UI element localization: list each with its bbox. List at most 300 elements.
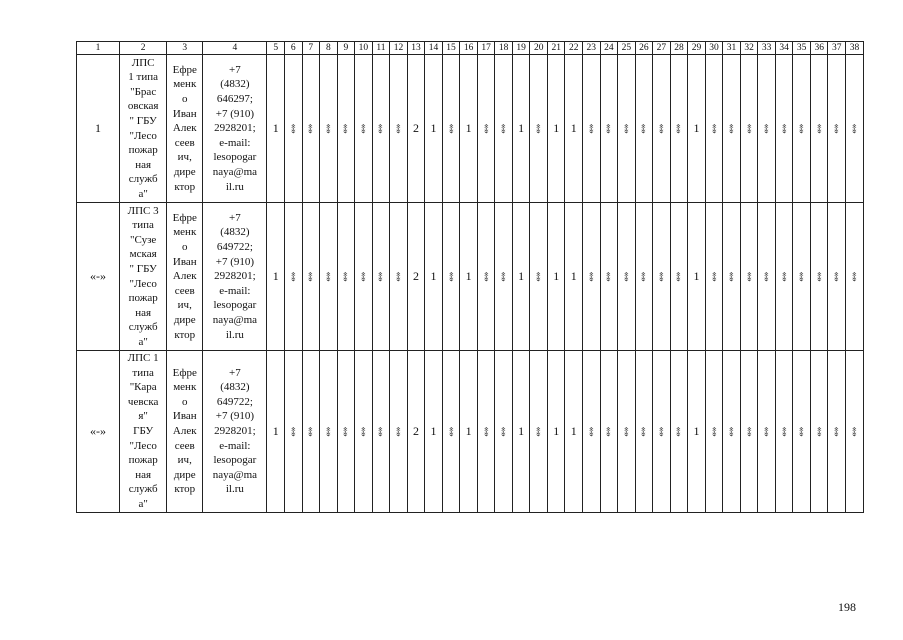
value-cell: 1 xyxy=(425,203,443,351)
dash-cell xyxy=(284,351,302,513)
header-cell: 22 xyxy=(565,42,583,55)
contact-cell-line: il.ru xyxy=(225,180,244,193)
page-number: 198 xyxy=(838,600,856,614)
dash-mark: «-» xyxy=(639,426,650,436)
dash-cell xyxy=(372,351,390,513)
value-cell: 1 xyxy=(688,351,706,513)
dash-cell xyxy=(845,351,863,513)
dash-mark: «-» xyxy=(323,124,334,133)
dash-cell xyxy=(618,351,636,513)
header-cell: 38 xyxy=(845,42,863,55)
header-cell: 11 xyxy=(372,42,390,55)
dash-mark: «-» xyxy=(481,272,492,281)
dash-mark: «-» xyxy=(621,426,632,436)
unit-name-cell-line: ЛПС 3 xyxy=(127,204,159,217)
dash-cell xyxy=(477,55,495,203)
header-cell: 6 xyxy=(284,42,302,55)
dash-cell xyxy=(828,203,846,351)
dash-cell xyxy=(828,351,846,513)
head-person-cell-line: Алек xyxy=(172,122,197,135)
header-cell: 20 xyxy=(530,42,548,55)
unit-name-cell-line: ГБУ xyxy=(133,424,154,437)
contact-cell-line: lesopogar xyxy=(213,151,257,164)
dash-mark: «-» xyxy=(656,426,667,436)
dash-mark: «-» xyxy=(709,124,720,133)
contact-cell-line: lesopogar xyxy=(213,454,257,467)
unit-name-cell-line: а" xyxy=(138,187,148,200)
header-cell: 21 xyxy=(547,42,565,55)
contact-cell-line: il.ru xyxy=(225,483,244,496)
dash-cell xyxy=(495,55,513,203)
dash-mark: «-» xyxy=(779,272,790,281)
head-person-cell-line: Иван xyxy=(172,107,197,120)
value-cell: 1 xyxy=(512,351,530,513)
dash-mark: «-» xyxy=(533,272,544,281)
dash-mark: «-» xyxy=(639,272,650,281)
contact-cell-line: (4832) xyxy=(220,78,250,91)
dash-mark: «-» xyxy=(674,272,685,281)
dash-mark: «-» xyxy=(832,272,843,281)
contact-cell-line: naya@ma xyxy=(212,313,258,326)
header-cell: 23 xyxy=(583,42,601,55)
dash-mark: «-» xyxy=(709,272,720,281)
dash-mark: «-» xyxy=(446,124,457,133)
header-cell: 12 xyxy=(390,42,408,55)
header-cell: 18 xyxy=(495,42,513,55)
dash-mark: «-» xyxy=(744,124,755,133)
dash-mark: «-» xyxy=(849,426,860,436)
unit-name-cell-line: а" xyxy=(138,497,148,510)
dash-mark: «-» xyxy=(341,426,352,436)
dash-mark: «-» xyxy=(709,426,720,436)
dash-cell xyxy=(600,55,618,203)
dash-mark: «-» xyxy=(341,272,352,281)
dash-mark: «-» xyxy=(656,272,667,281)
dash-cell xyxy=(284,55,302,203)
unit-name-cell-line: ЛПС 1 xyxy=(127,352,159,364)
value-cell: 1 xyxy=(460,351,478,513)
dash-cell xyxy=(705,203,723,351)
dash-mark: «-» xyxy=(814,426,825,436)
dash-cell xyxy=(758,203,776,351)
dash-cell xyxy=(302,351,320,513)
head-person-cell-line: дире xyxy=(173,313,196,326)
dash-mark: «-» xyxy=(446,426,457,436)
dash-cell xyxy=(775,203,793,351)
header-cell: 7 xyxy=(302,42,320,55)
value-cell: 1 xyxy=(688,55,706,203)
header-cell: 36 xyxy=(810,42,828,55)
contact-cell-line: il.ru xyxy=(225,328,244,341)
unit-name-cell-line: " ГБУ xyxy=(129,114,157,127)
dash-cell xyxy=(302,203,320,351)
head-person-cell-line: ич, xyxy=(177,454,192,467)
unit-name-cell-line: " ГБУ xyxy=(129,262,157,275)
contact-cell-line: 2928201; xyxy=(214,270,256,283)
head-person-cell-line: сеев xyxy=(174,439,195,452)
header-cell: 16 xyxy=(460,42,478,55)
unit-name-cell-line: ная xyxy=(135,158,152,171)
dash-cell xyxy=(600,351,618,513)
dash-mark: «-» xyxy=(814,124,825,133)
dash-mark: «-» xyxy=(586,124,597,133)
contact-cell-line: naya@ma xyxy=(212,165,258,178)
dash-mark: «-» xyxy=(796,272,807,281)
header-cell: 27 xyxy=(653,42,671,55)
dash-cell xyxy=(845,55,863,203)
dash-cell xyxy=(810,351,828,513)
dash-mark: «-» xyxy=(604,426,615,436)
dash-mark: «-» xyxy=(481,124,492,133)
dash-cell xyxy=(635,203,653,351)
contact-cell-line: +7 xyxy=(229,63,241,76)
dash-mark: «-» xyxy=(779,124,790,133)
header-cell: 25 xyxy=(618,42,636,55)
dash-cell xyxy=(740,351,758,513)
dash-cell xyxy=(740,55,758,203)
dash-cell xyxy=(390,55,408,203)
dash-cell xyxy=(583,203,601,351)
head-person-cell-line: дире xyxy=(173,165,196,178)
value-cell: 1 xyxy=(565,55,583,203)
dash-cell xyxy=(355,55,373,203)
dash-mark: «-» xyxy=(393,426,404,436)
value-cell: 1 xyxy=(425,55,443,203)
dash-mark: «-» xyxy=(323,272,334,281)
dash-cell xyxy=(635,351,653,513)
head-person-cell-line: Иван xyxy=(172,410,197,423)
dash-cell xyxy=(635,55,653,203)
dash-cell xyxy=(390,203,408,351)
dash-mark: «-» xyxy=(621,124,632,133)
header-cell: 8 xyxy=(320,42,338,55)
contact-cell xyxy=(203,203,267,351)
dash-mark: «-» xyxy=(674,426,685,436)
unit-name-cell-line: ная xyxy=(135,306,152,319)
head-person-cell-line: Ефре xyxy=(172,366,197,379)
dash-mark: «-» xyxy=(796,124,807,133)
header-cell: 5 xyxy=(267,42,285,55)
head-person-cell-line: менк xyxy=(173,78,197,91)
dash-cell xyxy=(810,203,828,351)
dash-cell xyxy=(653,55,671,203)
header-cell: 1 xyxy=(77,42,120,55)
header-cell: 26 xyxy=(635,42,653,55)
dash-cell xyxy=(705,351,723,513)
value-cell: 2 xyxy=(407,55,425,203)
unit-name-cell-line: служб xyxy=(128,321,158,334)
dash-cell xyxy=(793,55,811,203)
unit-name-cell-line: "Лесо xyxy=(129,277,157,290)
dash-mark: «-» xyxy=(393,124,404,133)
head-person-cell-line: о xyxy=(182,395,188,408)
header-cell: 9 xyxy=(337,42,355,55)
dash-cell xyxy=(442,351,460,513)
dash-cell xyxy=(302,55,320,203)
unit-name-cell xyxy=(120,203,167,351)
header-cell: 34 xyxy=(775,42,793,55)
dash-cell xyxy=(723,55,741,203)
dash-mark: «-» xyxy=(393,272,404,281)
contact-cell-line: (4832) xyxy=(220,381,250,394)
dash-cell xyxy=(477,351,495,513)
value-cell: 1 xyxy=(425,351,443,513)
dash-mark: «-» xyxy=(674,124,685,133)
dash-cell xyxy=(337,55,355,203)
dash-cell xyxy=(477,203,495,351)
header-cell: 24 xyxy=(600,42,618,55)
contact-cell-line: 2928201; xyxy=(214,122,256,135)
unit-name-cell-line: типа xyxy=(132,219,154,232)
dash-cell xyxy=(653,351,671,513)
dash-cell xyxy=(442,203,460,351)
dash-cell xyxy=(442,55,460,203)
unit-name-cell-line: пожар xyxy=(128,144,158,157)
dash-mark: «-» xyxy=(376,124,387,133)
dash-cell xyxy=(618,203,636,351)
header-cell: 31 xyxy=(723,42,741,55)
dash-mark: «-» xyxy=(376,272,387,281)
contact-cell-line: +7 (910) xyxy=(215,410,255,423)
contact-cell-line: e-mail: xyxy=(219,284,251,297)
head-person-cell xyxy=(167,351,203,513)
contact-cell-line: +7 (910) xyxy=(215,107,255,120)
unit-name-cell-line: пожар xyxy=(128,292,158,305)
unit-name-cell-line: типа xyxy=(132,366,154,379)
dash-mark: «-» xyxy=(849,272,860,281)
dash-mark: «-» xyxy=(779,426,790,436)
dash-mark: «-» xyxy=(832,426,843,436)
dash-cell xyxy=(583,351,601,513)
row-number-cell: 1 xyxy=(77,55,120,203)
contact-cell-line: lesopogar xyxy=(213,299,257,312)
header-cell: 15 xyxy=(442,42,460,55)
head-person-cell-line: ич, xyxy=(177,299,192,312)
header-cell: 32 xyxy=(740,42,758,55)
value-cell: 1 xyxy=(565,203,583,351)
dash-cell xyxy=(530,55,548,203)
header-cell: 35 xyxy=(793,42,811,55)
dash-cell xyxy=(758,351,776,513)
dash-mark: «-» xyxy=(849,124,860,133)
dash-mark: «-» xyxy=(533,124,544,133)
header-cell: 10 xyxy=(355,42,373,55)
value-cell: 1 xyxy=(512,203,530,351)
unit-name-cell-line: "Сузе xyxy=(130,233,157,246)
dash-mark: «-» xyxy=(832,124,843,133)
dash-cell xyxy=(600,203,618,351)
contact-cell-line: +7 xyxy=(229,211,241,224)
header-cell: 30 xyxy=(705,42,723,55)
dash-cell xyxy=(337,351,355,513)
header-cell: 2 xyxy=(120,42,167,55)
head-person-cell xyxy=(167,203,203,351)
value-cell: 2 xyxy=(407,203,425,351)
contact-cell-line: +7 xyxy=(229,366,241,379)
value-cell: 1 xyxy=(267,351,285,513)
dash-mark: «-» xyxy=(761,272,772,281)
dash-cell xyxy=(775,351,793,513)
unit-name-cell-line: служб xyxy=(128,483,158,496)
unit-name-cell-line: я" xyxy=(138,410,148,423)
header-cell: 29 xyxy=(688,42,706,55)
dash-cell xyxy=(670,55,688,203)
unit-name-cell-line: служб xyxy=(128,173,158,186)
value-cell: 1 xyxy=(460,203,478,351)
dash-cell xyxy=(723,351,741,513)
head-person-cell-line: Иван xyxy=(172,255,197,268)
contact-cell xyxy=(203,55,267,203)
dash-cell xyxy=(670,351,688,513)
dash-cell xyxy=(670,203,688,351)
head-person-cell-line: дире xyxy=(173,468,196,481)
dash-mark: «-» xyxy=(481,426,492,436)
dash-mark: «-» xyxy=(341,124,352,133)
dash-mark: «-» xyxy=(288,426,299,436)
dash-cell xyxy=(355,351,373,513)
dash-mark: «-» xyxy=(639,124,650,133)
dash-mark: «-» xyxy=(533,426,544,436)
unit-name-cell-line: чевска xyxy=(127,395,159,408)
table-row xyxy=(77,203,864,351)
dash-mark: «-» xyxy=(761,124,772,133)
unit-name-cell-line: ЛПС xyxy=(131,56,155,69)
contact-cell xyxy=(203,351,267,513)
dash-mark: «-» xyxy=(358,272,369,281)
contact-cell-line: 646297; xyxy=(216,93,253,106)
row-number-cell: «-» xyxy=(77,351,120,513)
dash-cell xyxy=(372,55,390,203)
dash-cell xyxy=(320,351,338,513)
dash-cell xyxy=(320,203,338,351)
unit-name-cell-line: "Брас xyxy=(130,85,157,98)
dash-mark: «-» xyxy=(288,272,299,281)
dash-mark: «-» xyxy=(726,272,737,281)
head-person-cell-line: ктор xyxy=(174,328,196,341)
header-cell: 17 xyxy=(477,42,495,55)
unit-name-cell-line: пожар xyxy=(128,454,158,467)
head-person-cell xyxy=(167,55,203,203)
dash-mark: «-» xyxy=(744,426,755,436)
head-person-cell-line: Ефре xyxy=(172,211,197,224)
dash-mark: «-» xyxy=(761,426,772,436)
dash-cell xyxy=(793,203,811,351)
value-cell: 1 xyxy=(547,55,565,203)
dash-mark: «-» xyxy=(586,272,597,281)
table-row xyxy=(77,55,864,203)
dash-cell xyxy=(775,55,793,203)
dash-cell xyxy=(495,351,513,513)
value-cell: 1 xyxy=(267,203,285,351)
header-cell: 13 xyxy=(407,42,425,55)
dash-mark: «-» xyxy=(358,124,369,133)
header-cell: 14 xyxy=(425,42,443,55)
dash-mark: «-» xyxy=(744,272,755,281)
contact-cell-line: (4832) xyxy=(220,226,250,239)
dash-mark: «-» xyxy=(288,124,299,133)
value-cell: 1 xyxy=(565,351,583,513)
dash-cell xyxy=(530,351,548,513)
dash-cell xyxy=(390,351,408,513)
dash-cell xyxy=(810,55,828,203)
dash-mark: «-» xyxy=(621,272,632,281)
dash-cell xyxy=(495,203,513,351)
dash-cell xyxy=(618,55,636,203)
data-table xyxy=(76,41,864,513)
unit-name-cell-line: мская xyxy=(129,248,157,261)
dash-cell xyxy=(845,203,863,351)
dash-cell xyxy=(530,203,548,351)
head-person-cell-line: Ефре xyxy=(172,63,197,76)
dash-cell xyxy=(653,203,671,351)
contact-cell-line: 649722; xyxy=(216,395,253,408)
dash-cell xyxy=(355,203,373,351)
value-cell: 1 xyxy=(547,351,565,513)
dash-cell xyxy=(337,203,355,351)
dash-mark: «-» xyxy=(726,426,737,436)
value-cell: 1 xyxy=(460,55,478,203)
unit-name-cell-line: "Лесо xyxy=(129,439,157,452)
contact-cell-line: e-mail: xyxy=(219,439,251,452)
contact-cell-line: 2928201; xyxy=(214,424,256,437)
head-person-cell-line: ктор xyxy=(174,483,196,496)
dash-cell xyxy=(740,203,758,351)
unit-name-cell xyxy=(120,55,167,203)
head-person-cell-line: сеев xyxy=(174,136,195,149)
dash-cell xyxy=(758,55,776,203)
contact-cell-line: naya@ma xyxy=(212,468,258,481)
header-row xyxy=(77,42,864,55)
head-person-cell-line: ич, xyxy=(177,151,192,164)
header-cell: 4 xyxy=(203,42,267,55)
dash-mark: «-» xyxy=(446,272,457,281)
head-person-cell-line: о xyxy=(182,93,188,106)
dash-mark: «-» xyxy=(358,426,369,436)
value-cell: 1 xyxy=(688,203,706,351)
dash-mark: «-» xyxy=(498,426,509,436)
header-cell: 28 xyxy=(670,42,688,55)
contact-cell-line: 649722; xyxy=(216,241,253,254)
dash-mark: «-» xyxy=(604,272,615,281)
dash-mark: «-» xyxy=(814,272,825,281)
value-cell: 1 xyxy=(547,203,565,351)
header-cell: 19 xyxy=(512,42,530,55)
head-person-cell-line: Алек xyxy=(172,270,197,283)
dash-mark: «-» xyxy=(376,426,387,436)
dash-mark: «-» xyxy=(498,124,509,133)
contact-cell-line: e-mail: xyxy=(219,136,251,149)
dash-cell xyxy=(583,55,601,203)
value-cell: 2 xyxy=(407,351,425,513)
head-person-cell-line: о xyxy=(182,241,188,254)
head-person-cell-line: менк xyxy=(173,226,197,239)
row-number-cell: «-» xyxy=(77,203,120,351)
dash-mark: «-» xyxy=(656,124,667,133)
dash-cell xyxy=(284,203,302,351)
dash-cell xyxy=(828,55,846,203)
header-cell: 3 xyxy=(167,42,203,55)
unit-name-cell-line: 1 типа xyxy=(128,71,159,84)
table-row xyxy=(77,351,864,513)
dash-cell xyxy=(320,55,338,203)
unit-name-cell-line: "Лесо xyxy=(129,129,157,142)
head-person-cell-line: сеев xyxy=(174,284,195,297)
dash-mark: «-» xyxy=(604,124,615,133)
value-cell: 1 xyxy=(512,55,530,203)
contact-cell-line: +7 (910) xyxy=(215,255,255,268)
head-person-cell-line: ктор xyxy=(174,180,196,193)
unit-name-cell-line: ная xyxy=(135,468,152,481)
